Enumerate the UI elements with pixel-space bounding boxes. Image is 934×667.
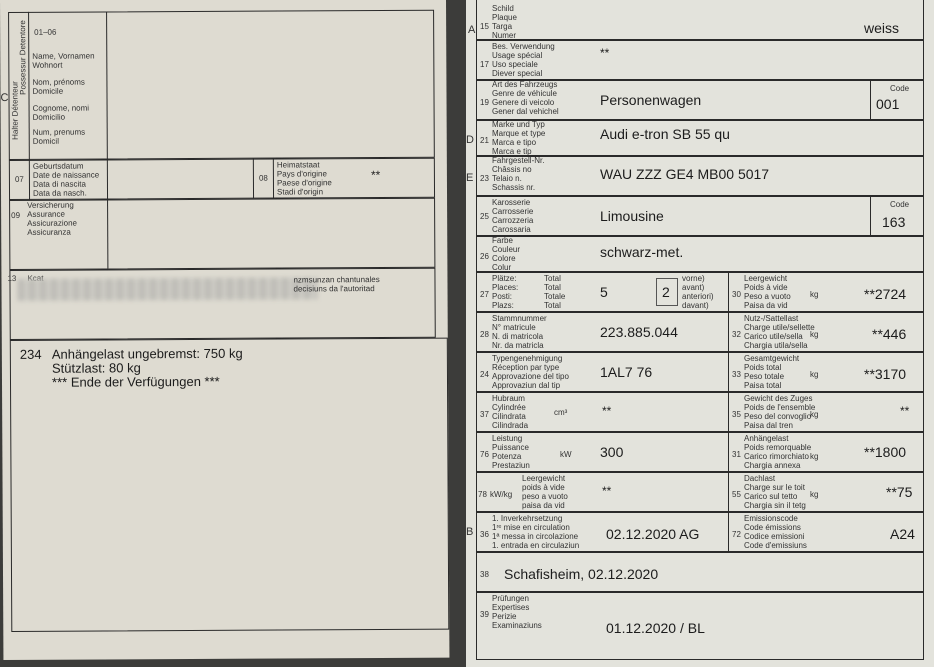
num-labels: Num, prenums Domicil bbox=[32, 127, 86, 146]
field-17-value: ** bbox=[600, 46, 610, 60]
remarks-num: 234 bbox=[19, 346, 42, 362]
holder-vertical-label-2 bbox=[18, 15, 27, 95]
field-37-box bbox=[476, 392, 924, 432]
field-31-label: Anhängelast Poids remorquable Carico rimorchiato Chargia annexa bbox=[744, 434, 812, 470]
field-30-label: Leergewicht Poids à vide Peso a vuoto Paisa da vid bbox=[744, 274, 791, 310]
field-32-value: **446 bbox=[872, 326, 907, 342]
field-08-value: ** bbox=[370, 168, 381, 183]
nom-labels: Nom, prénoms Domicile bbox=[32, 77, 85, 96]
field-25-code-label: Code bbox=[890, 200, 910, 209]
field-35-value: ** bbox=[900, 404, 910, 418]
field-27-front-label: vorne) avant) anteriori) davant) bbox=[682, 274, 714, 310]
field-72-label: Emissionscode Code émissions Codice emissioni Code d'emissiuns bbox=[744, 514, 807, 550]
remarks-line-3: *** Ende der Verfügungen *** bbox=[51, 373, 220, 390]
field-36-label: 1. Inverkehrsetzung 1ʳᵉ mise en circulation 1ª messa in circolazione 1. entrada en circulaziun bbox=[492, 514, 580, 550]
field-19-code-label: Code bbox=[890, 84, 910, 93]
field-33-num: 33 bbox=[732, 370, 741, 379]
field-24-value: 1AL7 76 bbox=[600, 364, 653, 380]
field-32-label: Nutz-/Sattellast Charge utile/sellette Carico utile/sella Chargia utila/sella bbox=[744, 314, 815, 350]
field-15-box bbox=[476, 0, 924, 40]
field-13-num: 13 bbox=[7, 273, 17, 283]
field-19-num: 19 bbox=[480, 98, 489, 107]
field-78-value: ** bbox=[602, 484, 612, 498]
field-19-label: Art des Fahrzeugs Genre de véhicule Genere di veicolo Gener dal vehichel bbox=[492, 80, 559, 116]
field-33-value: **3170 bbox=[864, 366, 907, 382]
field-35-label: Gewicht des Zuges Poids de l'ensemble Peso del convoglio Paisa dal tren bbox=[744, 394, 816, 430]
field-31-num: 31 bbox=[732, 450, 741, 459]
field-55-value: **75 bbox=[886, 484, 913, 500]
field-26-value: schwarz-met. bbox=[600, 244, 684, 260]
field-13-tail: nzmsunzan chantunales decisiuns da l'autoritad bbox=[293, 275, 380, 294]
field-30-num: 30 bbox=[732, 290, 741, 299]
field-78-label-left: kW/kg bbox=[490, 490, 513, 499]
field-24-label: Typengenehmigung Réception par type Approvazione del tipo Approvaziun dal tip bbox=[492, 354, 569, 390]
field-28-value: 223.885.044 bbox=[600, 324, 678, 340]
right-page bbox=[466, 0, 934, 667]
field-31-value: **1800 bbox=[864, 444, 907, 460]
field-25-value: Limousine bbox=[600, 208, 664, 224]
field-19-code: 001 bbox=[876, 96, 900, 112]
field-21-num: 21 bbox=[480, 136, 489, 145]
field-23-value: WAU ZZZ GE4 MB00 5017 bbox=[600, 166, 770, 182]
field-07-label: Geburtsdatum Date de naissance Data di nascita Data da nasch. bbox=[32, 161, 100, 198]
field-26-box bbox=[476, 236, 924, 272]
field-76-value: 300 bbox=[600, 444, 624, 460]
side-letter-b: B bbox=[466, 526, 474, 538]
field-33-label: Gesamtgewicht Poids total Peso totale Paisa total bbox=[744, 354, 800, 390]
field-30-unit: kg bbox=[810, 290, 819, 299]
field-27-front-value: 2 bbox=[662, 284, 670, 300]
field-26-label: Farbe Couleur Colore Colur bbox=[492, 236, 521, 272]
divider bbox=[29, 160, 30, 200]
field-37-num: 37 bbox=[480, 410, 489, 419]
field-26-num: 26 bbox=[480, 252, 489, 261]
field-25-code: 163 bbox=[882, 214, 906, 230]
field-28-num: 28 bbox=[480, 330, 489, 339]
remarks-line-2: Stützlast: 80 kg bbox=[51, 360, 141, 376]
field-39-num: 39 bbox=[480, 610, 489, 619]
divider bbox=[253, 159, 254, 199]
field-55-unit: kg bbox=[810, 490, 819, 499]
field-09-num: 09 bbox=[11, 210, 21, 220]
field-78-num: 78 bbox=[478, 490, 487, 499]
field-25-box bbox=[476, 196, 924, 236]
field-32-unit: kg bbox=[810, 330, 819, 339]
field-21-label: Marke und Typ Marque et type Marca e tipo Marca e tip bbox=[492, 120, 546, 156]
field-36-num: 36 bbox=[480, 530, 489, 539]
field-27-label: Plätze: Places: Posti: Plazs: bbox=[492, 274, 519, 310]
field-76-box bbox=[476, 432, 924, 472]
remarks-line-1: Anhängelast ungebremst: 750 kg bbox=[51, 345, 243, 362]
divider bbox=[870, 80, 871, 120]
field-37-label: Hubraum Cylindrée Cilindrata Cilindrada bbox=[492, 394, 529, 430]
divider bbox=[870, 196, 871, 236]
field-27-num: 27 bbox=[480, 290, 489, 299]
field-15-value: weiss bbox=[864, 20, 900, 36]
field-39-label: Prüfungen Expertises Perizie Examinaziuns bbox=[492, 594, 542, 630]
field-33-unit: kg bbox=[810, 370, 819, 379]
field-72-num: 72 bbox=[732, 530, 741, 539]
field-17-label: Bes. Verwendung Usage spécial Uso speciale Diever special bbox=[492, 42, 555, 78]
field-76-num: 76 bbox=[480, 450, 489, 459]
field-78-label: Leergewicht poids à vide peso a vuoto paisa da vid bbox=[522, 474, 568, 510]
field-23-label: Fahrgestell-Nr. Châssis no Telaio n. Schassis nr. bbox=[492, 156, 545, 192]
field-24-num: 24 bbox=[480, 370, 489, 379]
field-25-label: Karosserie Carrosserie Carrozzeria Carossaria bbox=[492, 198, 534, 234]
field-72-value: A24 bbox=[890, 526, 915, 542]
field-31-unit: kg bbox=[810, 452, 819, 461]
field-09-label: Versicherung Assurance Assicurazione Assicuranza bbox=[27, 200, 78, 237]
field-38-num: 38 bbox=[480, 570, 489, 579]
field-19-value: Personenwagen bbox=[600, 92, 702, 108]
field-35-unit: kg bbox=[810, 410, 819, 419]
field-37-value: ** bbox=[602, 404, 612, 418]
field-07-num: 07 bbox=[14, 174, 24, 184]
field-38-value: Schafisheim, 02.12.2020 bbox=[504, 566, 659, 582]
field-55-label: Dachlast Charge sur le toit Carico sul tetto Chargia sin il tetg bbox=[744, 474, 806, 510]
field-35-num: 35 bbox=[732, 410, 741, 419]
side-letter-e: E bbox=[466, 172, 474, 184]
field-37-unit: cm³ bbox=[554, 408, 568, 417]
field-39-value: 01.12.2020 / BL bbox=[606, 620, 705, 636]
field-08-label: Heimatstaat Pays d'origine Paese d'origine Stadi d'origin bbox=[276, 160, 332, 197]
field-0106: 01–06 bbox=[34, 27, 57, 37]
field-27-value: 5 bbox=[600, 284, 608, 300]
field-32-num: 32 bbox=[732, 330, 741, 339]
redacted-area bbox=[17, 277, 317, 301]
holder-label-de: Halter Détenteur bbox=[10, 81, 20, 140]
field-08-num: 08 bbox=[258, 173, 268, 183]
field-15-label: Schild Plaque Targa Numer bbox=[492, 4, 517, 40]
name-labels: Name, Vornamen Wohnort bbox=[32, 51, 95, 70]
field-30-value: **2724 bbox=[864, 286, 907, 302]
side-letter-a: A bbox=[468, 24, 476, 36]
cognome-labels: Cognome, nomi Domicilio bbox=[32, 103, 90, 122]
divider bbox=[273, 159, 274, 199]
side-letter-d: D bbox=[466, 134, 474, 146]
field-76-unit: kW bbox=[560, 450, 572, 459]
field-27-label-right: Total Total Totale Total bbox=[544, 274, 566, 310]
holder-label-rm: Possessur Detentore bbox=[18, 20, 28, 95]
field-21-value: Audi e-tron SB 55 qu bbox=[600, 126, 730, 142]
field-15-num: 15 bbox=[480, 22, 489, 31]
field-55-num: 55 bbox=[732, 490, 741, 499]
side-letter-c: C bbox=[0, 91, 9, 104]
field-36-value: 02.12.2020 AG bbox=[606, 526, 700, 542]
field-28-label: Stammnummer N° matricule N. di matricola Nr. da matricla bbox=[492, 314, 547, 350]
field-25-num: 25 bbox=[480, 212, 489, 221]
field-76-label: Leistung Puissance Potenza Prestaziun bbox=[492, 434, 530, 470]
field-23-num: 23 bbox=[480, 174, 489, 183]
left-page bbox=[0, 0, 449, 660]
field-17-num: 17 bbox=[480, 60, 489, 69]
